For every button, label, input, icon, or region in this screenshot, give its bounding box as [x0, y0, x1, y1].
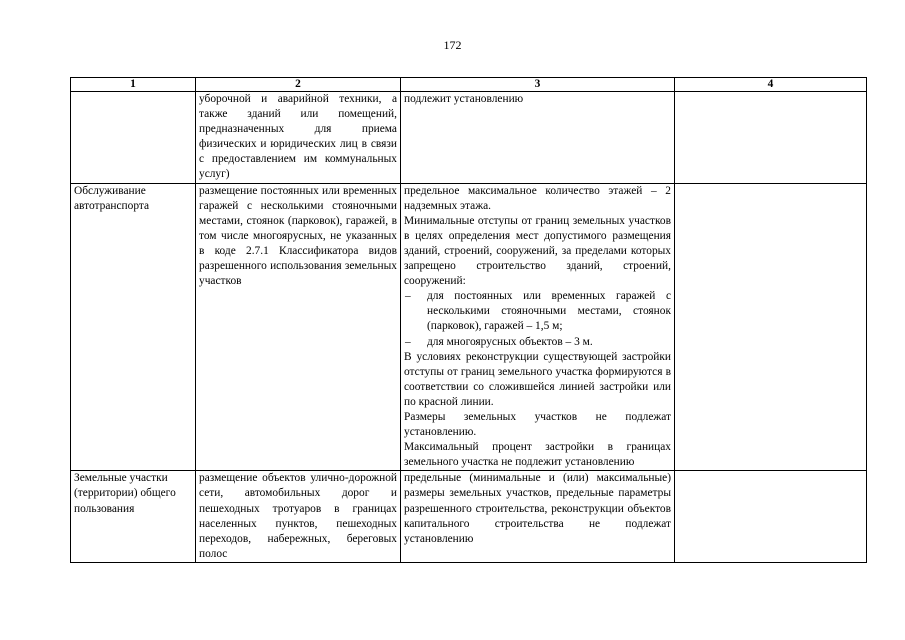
table-header-row — [71, 78, 867, 92]
list-item: – для многоярусных объектов – 3 м. — [405, 335, 593, 348]
parameter-paragraph: Минимальные отступы от границ земельных участков в целях определения мест допустимого размещения зданий, строений, сооружений, за пределами которых запрещено строительство зданий, строений, сооружений: — [404, 214, 671, 288]
notes-cell — [675, 92, 867, 184]
column-header: 1 — [71, 78, 196, 92]
use-type-cell — [71, 92, 196, 184]
use-type-cell: Обслуживание автотранспорта — [71, 183, 196, 471]
parameter-paragraph: Максимальный процент застройки в границах земельного участка не подлежит установлению — [404, 441, 671, 469]
table-row — [71, 92, 867, 184]
column-header: 3 — [401, 78, 675, 92]
parameters-cell — [401, 471, 675, 563]
parameter-paragraph: В условиях реконструкции существующей застройки отступы от границ земельного участка формируются в соответствии со сложившейся линией застройки или по красной линии. — [404, 350, 671, 408]
table-row — [71, 183, 867, 471]
use-description-cell: размещение объектов улично-дорожной сети, автомобильных дорог и пешеходных тротуаров в границах населенных пунктов, пешеходных переходов, набережных, береговых полос — [196, 471, 401, 563]
page-number: 172 — [443, 38, 462, 52]
parameters-cell — [401, 183, 675, 471]
use-description-cell: размещение постоянных или временных гаражей с несколькими стояночными местами, стоянок (парковок), гаражей, в том числе многоярусных, не указанных в коде 2.7.1 Классификатора видов разрешенного использования земельных участков — [196, 183, 401, 471]
use-type-cell: Земельные участки (территории) общего пользования — [71, 471, 196, 563]
notes-cell — [675, 183, 867, 471]
zoning-table — [70, 77, 867, 563]
list-item: – для постоянных или временных гаражей с несколькими стояночными местами, стоянок (парковок), гаражей – 1,5 м; — [405, 290, 671, 333]
column-header: 4 — [675, 78, 867, 92]
parameter-paragraph: Размеры земельных участков не подлежат установлению. — [404, 410, 671, 439]
parameter-paragraph: предельные (минимальные и (или) максимальные) размеры земельных участков, предельные параметры разрешенного строительства, реконструкции объектов капитального строительства не подлежат установлению — [404, 472, 671, 545]
notes-cell — [675, 471, 867, 563]
table-row — [71, 471, 867, 563]
column-header: 2 — [196, 78, 401, 92]
parameter-paragraph: предельное максимальное количество этажей – 2 надземных этажа. — [404, 184, 671, 212]
parameters-cell — [401, 92, 675, 184]
use-description-cell: уборочной и аварийной техники, а также зданий или помещений, предназначенных для приема физических и юридических лиц в связи с предоставлением им коммунальных услуг) — [196, 92, 401, 184]
setback-list — [404, 289, 671, 349]
parameter-paragraph: подлежит установлению — [404, 93, 524, 105]
